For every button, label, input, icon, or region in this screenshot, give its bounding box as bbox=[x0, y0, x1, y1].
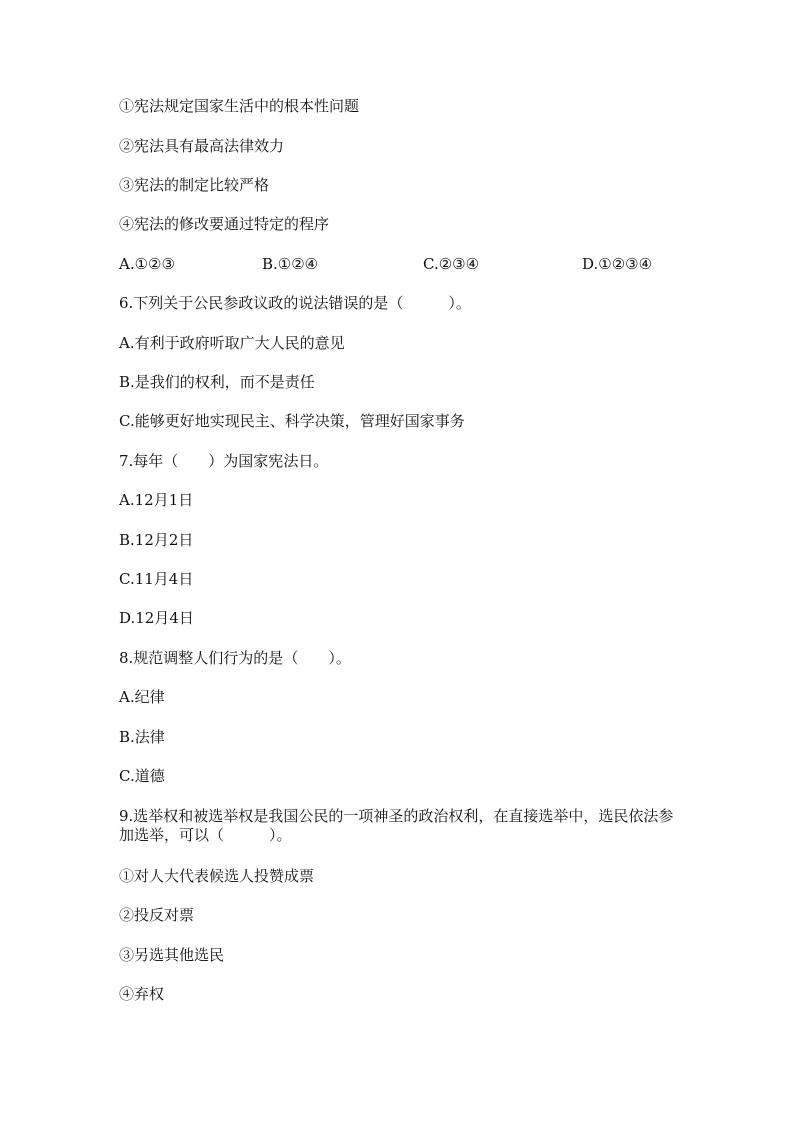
q7-option-b: B.12月2日 bbox=[119, 531, 194, 549]
q6-option-c: C.能够更好地实现民主、科学决策，管理好国家事务 bbox=[119, 412, 465, 430]
q5-option-c: C.②③④ bbox=[423, 255, 480, 273]
q9-statement-3: ③另选其他选民 bbox=[119, 946, 225, 964]
q5-statement-1: ①宪法规定国家生活中的根本性问题 bbox=[119, 97, 360, 115]
q7-stem: 7.每年（ ）为国家宪法日。 bbox=[119, 452, 329, 470]
q9-statement-2: ②投反对票 bbox=[119, 906, 195, 924]
q5-option-b: B.①②④ bbox=[262, 255, 319, 273]
q5-option-a: A.①②③ bbox=[119, 255, 175, 273]
q5-statement-3: ③宪法的制定比较严格 bbox=[119, 176, 270, 194]
q9-statement-1: ①对人大代表候选人投赞成票 bbox=[119, 867, 315, 885]
q8-option-c: C.道德 bbox=[119, 767, 165, 785]
q8-option-b: B.法律 bbox=[119, 728, 165, 746]
q8-option-a: A.纪律 bbox=[119, 688, 165, 706]
q7-option-a: A.12月1日 bbox=[119, 491, 194, 509]
q5-statement-2: ②宪法具有最高法律效力 bbox=[119, 137, 285, 155]
q6-option-b: B.是我们的权利，而不是责任 bbox=[119, 373, 315, 391]
q6-option-a: A.有利于政府听取广大人民的意见 bbox=[119, 334, 345, 352]
q5-statement-4: ④宪法的修改要通过特定的程序 bbox=[119, 215, 330, 233]
q9-stem: 9.选举权和被选举权是我国公民的一项神圣的政治权利，在直接选举中，选民依法参加选举，可以（ ）。 bbox=[119, 807, 674, 844]
q7-option-d: D.12月4日 bbox=[119, 609, 194, 627]
q6-stem: 6.下列关于公民参政议政的说法错误的是（ ）。 bbox=[119, 294, 471, 312]
q8-stem: 8.规范调整人们行为的是（ ）。 bbox=[119, 649, 351, 667]
q5-option-d: D.①②③④ bbox=[582, 255, 653, 273]
q7-option-c: C.11月4日 bbox=[119, 570, 194, 588]
q9-statement-4: ④弃权 bbox=[119, 985, 165, 1003]
